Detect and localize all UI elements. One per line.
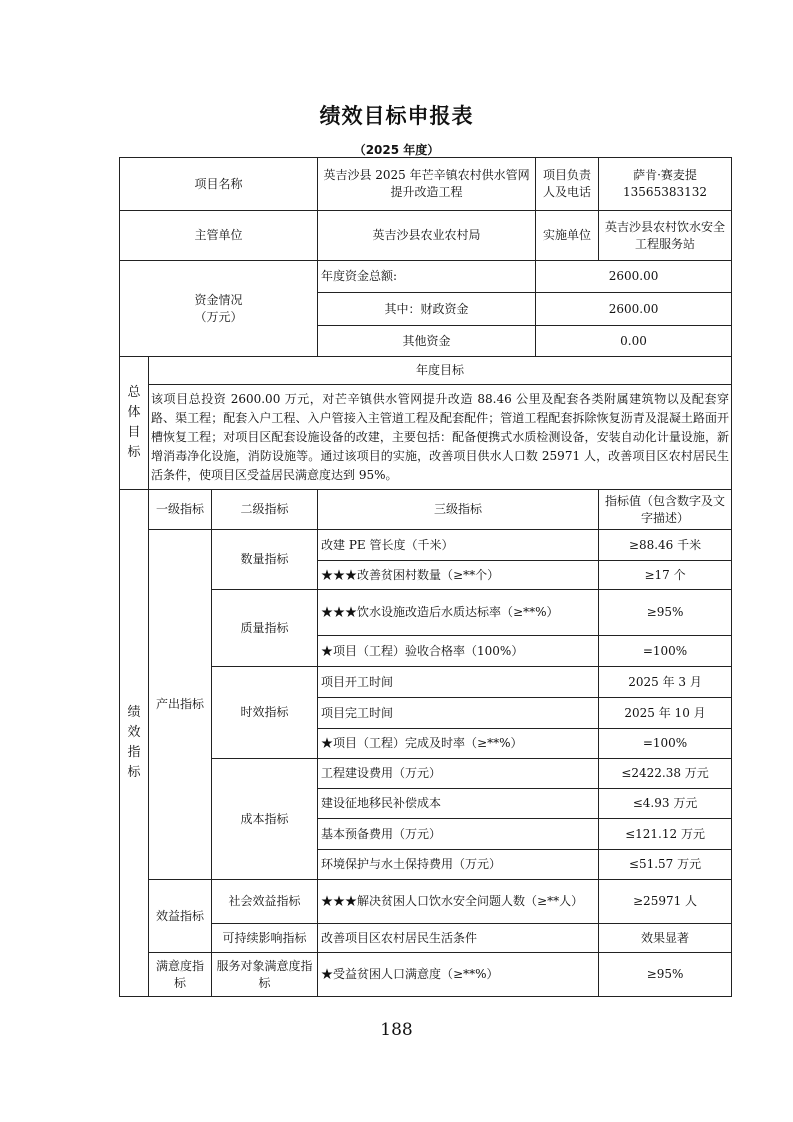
annual-goal-header: 年度目标 — [149, 357, 732, 385]
funds-label: 资金情况 — [194, 292, 243, 307]
indicator-value: ≤121.12 万元 — [599, 819, 732, 850]
indicator-name: 工程建设费用（万元） — [318, 759, 599, 789]
output-indicators-label: 产出指标 — [149, 530, 212, 880]
funds-other-label: 其他资金 — [318, 326, 536, 357]
indicator-name: ★受益贫困人口满意度（≥**%） — [318, 953, 599, 997]
project-name-row — [120, 158, 732, 211]
supervising-unit-label: 主管单位 — [120, 211, 318, 261]
satisfaction-indicators-label: 满意度指标 — [149, 953, 212, 997]
indicator-row — [120, 924, 732, 953]
sustainable-impact-label: 可持续影响指标 — [212, 924, 318, 953]
overall-goal-label-cell — [120, 357, 149, 490]
indicator-value: =100% — [599, 729, 732, 759]
benefit-indicators-label: 效益指标 — [149, 880, 212, 953]
indicator-row — [120, 530, 732, 561]
indicator-header-row — [120, 490, 732, 530]
indicator-value: ≤4.93 万元 — [599, 789, 732, 819]
social-benefit-label: 社会效益指标 — [212, 880, 318, 924]
indicator-value: ≥25971 人 — [599, 880, 732, 924]
indicator-value: ≥95% — [599, 590, 732, 636]
indicator-name: 基本预备费用（万元） — [318, 819, 599, 850]
project-owner-cell — [599, 158, 732, 211]
funds-fiscal-value: 2600.00 — [536, 293, 732, 326]
indicator-name: 项目完工时间 — [318, 698, 599, 729]
performance-indicators-label-cell — [120, 490, 149, 997]
indicator-value-header: 指标值（包含数字及文字描述） — [599, 490, 732, 530]
funds-unit: （万元） — [194, 309, 243, 324]
indicator-row — [120, 590, 732, 636]
implementing-unit-value: 英吉沙县农村饮水安全工程服务站 — [599, 211, 732, 261]
indicator-name: 改建 PE 管长度（千米） — [318, 530, 599, 561]
indicator-name: 改善项目区农村居民生活条件 — [318, 924, 599, 953]
funds-fiscal-label: 其中：财政资金 — [318, 293, 536, 326]
indicator-value: =100% — [599, 636, 732, 667]
project-owner-phone: 13565383132 — [623, 185, 708, 199]
funds-total-value: 2600.00 — [536, 261, 732, 293]
indicator-name: 建设征地移民补偿成本 — [318, 789, 599, 819]
indicator-value: ≥17 个 — [599, 561, 732, 590]
overall-goal-label: 总体目标 — [127, 385, 141, 460]
project-owner-label: 项目负责人及电话 — [536, 158, 599, 211]
level2-header: 二级指标 — [212, 490, 318, 530]
indicator-name: ★项目（工程）验收合格率（100%） — [318, 636, 599, 667]
level3-header: 三级指标 — [318, 490, 599, 530]
indicator-name: ★项目（工程）完成及时率（≥**%） — [318, 729, 599, 759]
project-name-label: 项目名称 — [120, 158, 318, 211]
indicator-row — [120, 759, 732, 789]
indicator-name: 环境保护与水土保持费用（万元） — [318, 850, 599, 880]
indicator-name: ★★★饮水设施改造后水质达标率（≥**%） — [318, 590, 599, 636]
indicator-value: ≥88.46 千米 — [599, 530, 732, 561]
indicator-value: 效果显著 — [599, 924, 732, 953]
indicator-name: 项目开工时间 — [318, 667, 599, 698]
funds-total-row — [120, 261, 732, 293]
implementing-unit-label: 实施单位 — [536, 211, 599, 261]
indicator-value: 2025 年 3 月 — [599, 667, 732, 698]
indicator-row — [120, 953, 732, 997]
indicator-name: ★★★解决贫困人口饮水安全问题人数（≥**人） — [318, 880, 599, 924]
indicator-row — [120, 880, 732, 924]
supervising-unit-value: 英吉沙县农业农村局 — [318, 211, 536, 261]
funds-total-label: 年度资金总额: — [318, 261, 536, 293]
project-owner-name: 萨肯·赛麦提 — [633, 168, 697, 182]
funds-other-value: 0.00 — [536, 326, 732, 357]
goal-text-row — [120, 385, 732, 490]
department-row — [120, 211, 732, 261]
funds-label-cell — [120, 261, 318, 357]
indicator-row — [120, 667, 732, 698]
performance-goal-table — [119, 157, 732, 997]
project-name-value: 英吉沙县 2025 年芒辛镇农村供水管网提升改造工程 — [318, 158, 536, 211]
timeliness-indicators-label: 时效指标 — [212, 667, 318, 759]
service-satisfaction-label: 服务对象满意度指标 — [212, 953, 318, 997]
indicator-value: ≤51.57 万元 — [599, 850, 732, 880]
indicator-value: ≤2422.38 万元 — [599, 759, 732, 789]
report-year: （2025 年度） — [353, 143, 440, 157]
indicator-value: 2025 年 10 月 — [599, 698, 732, 729]
quantity-indicators-label: 数量指标 — [212, 530, 318, 590]
annual-goal-text: 该项目总投资 2600.00 万元，对芒辛镇供水管网提升改造 88.46 公里及配套各类附属建筑物以及配套穿路、渠工程；配套入户工程、入户管接入主管道工程及配套配件；管道工程配套拆除恢复沥青及混凝土路面开槽恢复工程；对项目区配套设施设备的改建，主要包括：配备便携式水质检测设备，安装自动化计量设施，新增消毒净化设施，消防设施等。通过该项目的实施，改善项目供水人口数 25971 人，改善项目区农村居民生活条件，使项目区受益居民满意度达到 95%。 — [149, 385, 732, 490]
page-number: 188 — [380, 1020, 413, 1040]
performance-indicators-label: 绩效指标 — [127, 705, 141, 780]
cost-indicators-label: 成本指标 — [212, 759, 318, 880]
level1-header: 一级指标 — [149, 490, 212, 530]
page-title: 绩效目标申报表 — [319, 104, 474, 128]
goal-header-row — [120, 357, 732, 385]
indicator-name: ★★★改善贫困村数量（≥**个） — [318, 561, 599, 590]
indicator-value: ≥95% — [599, 953, 732, 997]
quality-indicators-label: 质量指标 — [212, 590, 318, 667]
